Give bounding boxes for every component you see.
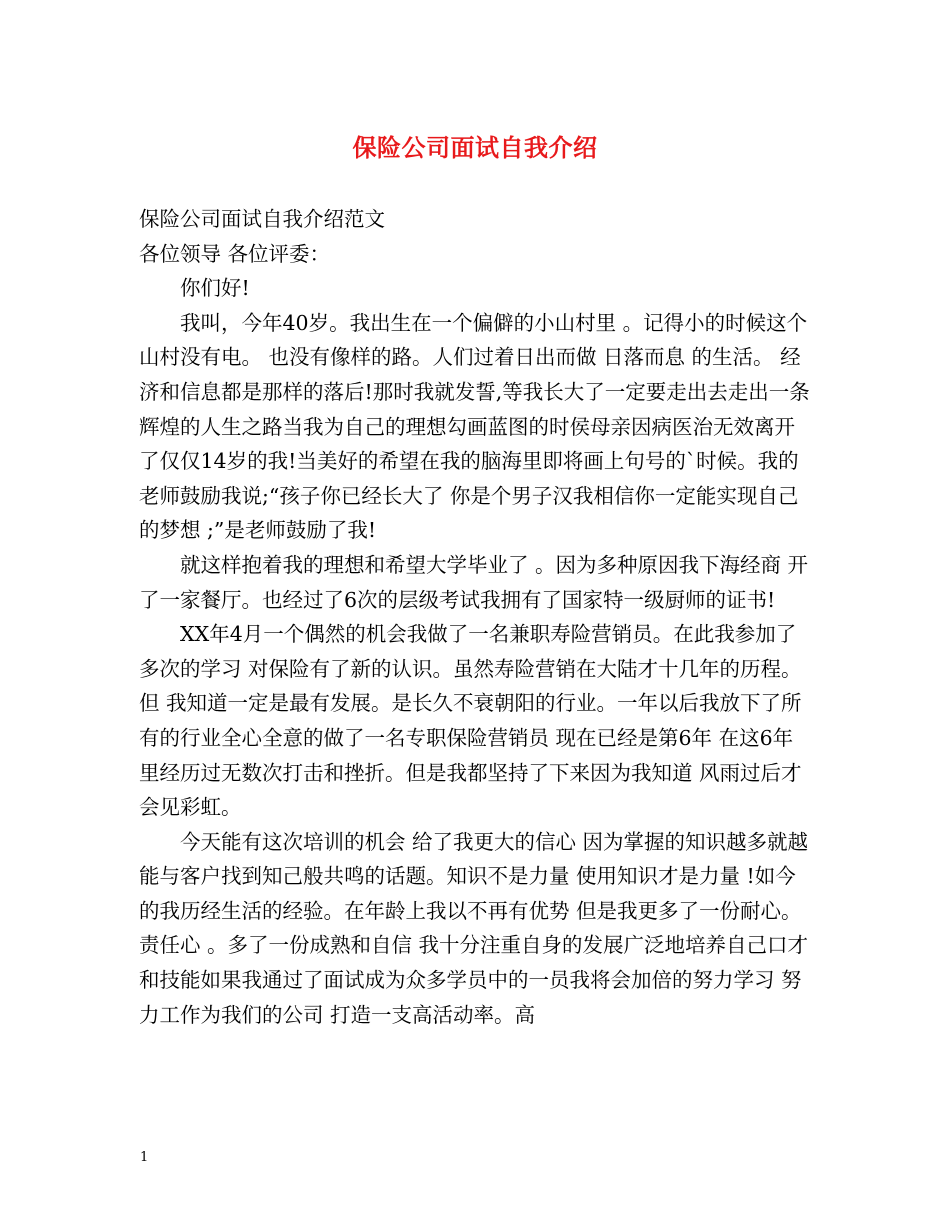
body-paragraph-4: 今天能有这次培训的机会 给了我更大的信心 因为掌握的知识越多就越能与客户找到知己般共鸣的话题。知识不是力量 使用知识才是力量 !如今的我历经生活的经验。在年龄上我以不再有优势 但是我更多了一份耐心。责任心 。多了一份成熟和自信 我十分注重自身的发展广泛地培养自己口才和技能如果我通过了面试成为众多学员中的一员我将会加倍的努力学习 努力工作为我们的公司 打造一支高活动率。高: [139, 829, 809, 1027]
document-subtitle: 保险公司面试自我介绍范文: [139, 207, 385, 231]
body-paragraph-3: XX年4月一个偶然的机会我做了一名兼职寿险营销员。在此我参加了多次的学习 对保险有了新的认识。虽然寿险营销在大陆才十几年的历程。但 我知道一定是最有发展。是长久不衰朝阳的行业。一年以后我放下了所有的行业全心全意的做了一名专职保险营销员 现在已经是第6年 在这6年里经历过无数次打击和挫折。但是我都坚持了下来因为我知道 风雨过后才会见彩虹。: [139, 622, 802, 820]
body-paragraph-2: 就这样抱着我的理想和希望大学毕业了 。因为多种原因我下海经商 开了一家餐厅。也经过了6次的层级考试我拥有了国家特一级厨师的证书!: [139, 552, 809, 612]
page-number: 1: [140, 1150, 149, 1165]
document-title: 保险公司面试自我介绍: [352, 133, 598, 162]
greeting-line: 你们好!: [180, 276, 250, 301]
document-body: [139, 202, 813, 1032]
body-paragraph-1: 我叫，今年40岁。我出生在一个偏僻的小山村里 。记得小的时候这个山村没有电。 也没有像样的路。人们过着日出而做 日落而息 的生活。 经济和信息都是那样的落后!那时我就发誓,等我长大了一定要走出去走出一条辉煌的人生之路当我为自己的理想勾画蓝图的时侯母亲因病医治无效离开了仅仅14岁的我!当美好的希望在我的脑海里即将画上句号的`时候。我的老师鼓励我说;“孩子你已经长大了 你是个男子汉我相信你一定能实现自己的梦想 ;”是老师鼓励了我!: [139, 310, 810, 543]
salutation-line: 各位领导 各位评委：: [139, 241, 331, 266]
